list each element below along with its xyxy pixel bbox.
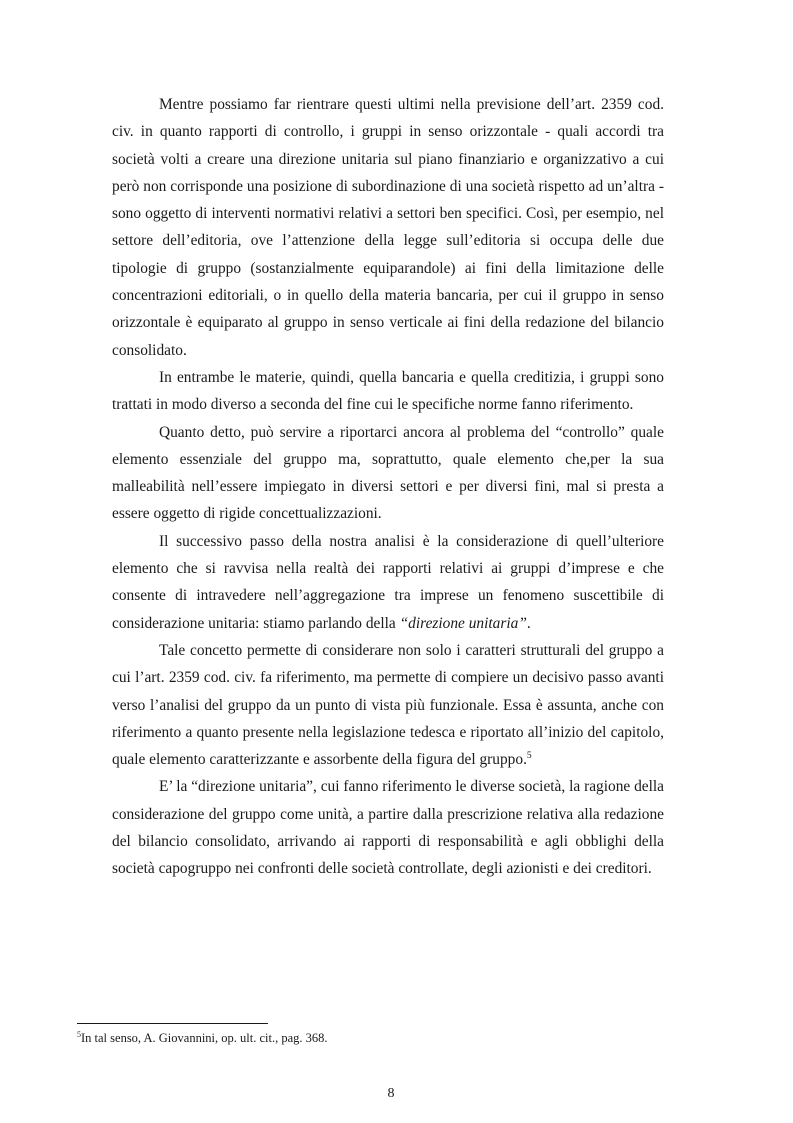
- paragraph-2: In entrambe le materie, quindi, quella bancaria e quella creditizia, i gruppi sono trattati in modo diverso a seconda del fine cui le specifiche norme fanno riferimento.: [112, 368, 664, 414]
- footnote-reference[interactable]: 5: [526, 751, 532, 762]
- footnote-text: In tal senso, A. Giovannini, op. ult. cit., pag. 368.: [81, 1031, 328, 1045]
- paragraph-6: E’ la “direzione unitaria”, cui fanno riferimento le diverse società, la ragione della considerazione del gruppo come unità, a partire dalla prescrizione relativa alla redazione del bilancio consolidato, arrivando ai rapporti di responsabilità e agli obblighi della società capogruppo nei confronti delle società controllate, degli azionisti e dei creditori.: [112, 778, 664, 878]
- page-body: [112, 91, 664, 883]
- paragraph-1: Mentre possiamo far rientrare questi ultimi nella previsione dell’art. 2359 cod. civ. in quanto rapporti di controllo, i gruppi in senso orizzontale - quali accordi tra società volti a creare una direzione unitaria sul piano finanziario e organizzativo a cui però non corrisponde una posizione di subordinazione di una società rispetto ad un’altra - sono oggetto di interventi normativi relativi a settori ben specifici. Così, per esempio, nel settore dell’editoria, ove l’attenzione della legge sull’editoria si occupa delle due tipologie di gruppo (sostanzialmente equiparandole) ai fini della limitazione delle concentrazioni editoriali, o in quello della materia bancaria, per cui il gruppo in senso orizzontale è equiparato al gruppo in senso verticale ai fini della redazione del bilancio consolidato.: [112, 96, 664, 359]
- footnote-number: 5: [77, 1030, 81, 1039]
- page-number: 8: [387, 1086, 395, 1101]
- footnote-divider: [77, 1023, 268, 1024]
- paragraph-3: Quanto detto, può servire a riportarci ancora al problema del “controllo” quale elemento essenziale del gruppo ma, soprattutto, quale elemento che,per la sua malleabilità nell’essere impiegato in diversi settori e per diversi fini, mal si presta a essere oggetto di rigide concettualizzazioni.: [112, 423, 664, 523]
- paragraph-4-end: .: [526, 614, 531, 632]
- footnote: [77, 1030, 328, 1046]
- paragraph-4-text: Il successivo passo della nostra analisi è la considerazione di quell’ulteriore elemento che si ravvisa nella realtà dei rapporti relativi ai gruppi d’imprese e che consente di intravedere nell’aggregazione tra imprese un fenomeno suscettibile di considerazione unitaria: stiamo parlando della: [112, 532, 664, 632]
- paragraph-5-text: Tale concetto permette di considerare non solo i caratteri strutturali del gruppo a cui l’art. 2359 cod. civ. fa riferimento, ma permette di compiere un decisivo passo avanti verso l’analisi del gruppo da un punto di vista più funzionale. Essa è assunta, anche con riferimento a quanto presente nella legislazione tedesca e riportato all’inizio del capitolo, quale elemento caratterizzante e assorbente della figura del gruppo.: [112, 641, 664, 769]
- paragraph-4-italic: “direzione unitaria”: [399, 614, 527, 632]
- paragraph-4: [112, 528, 664, 637]
- paragraph-5: [112, 637, 664, 773]
